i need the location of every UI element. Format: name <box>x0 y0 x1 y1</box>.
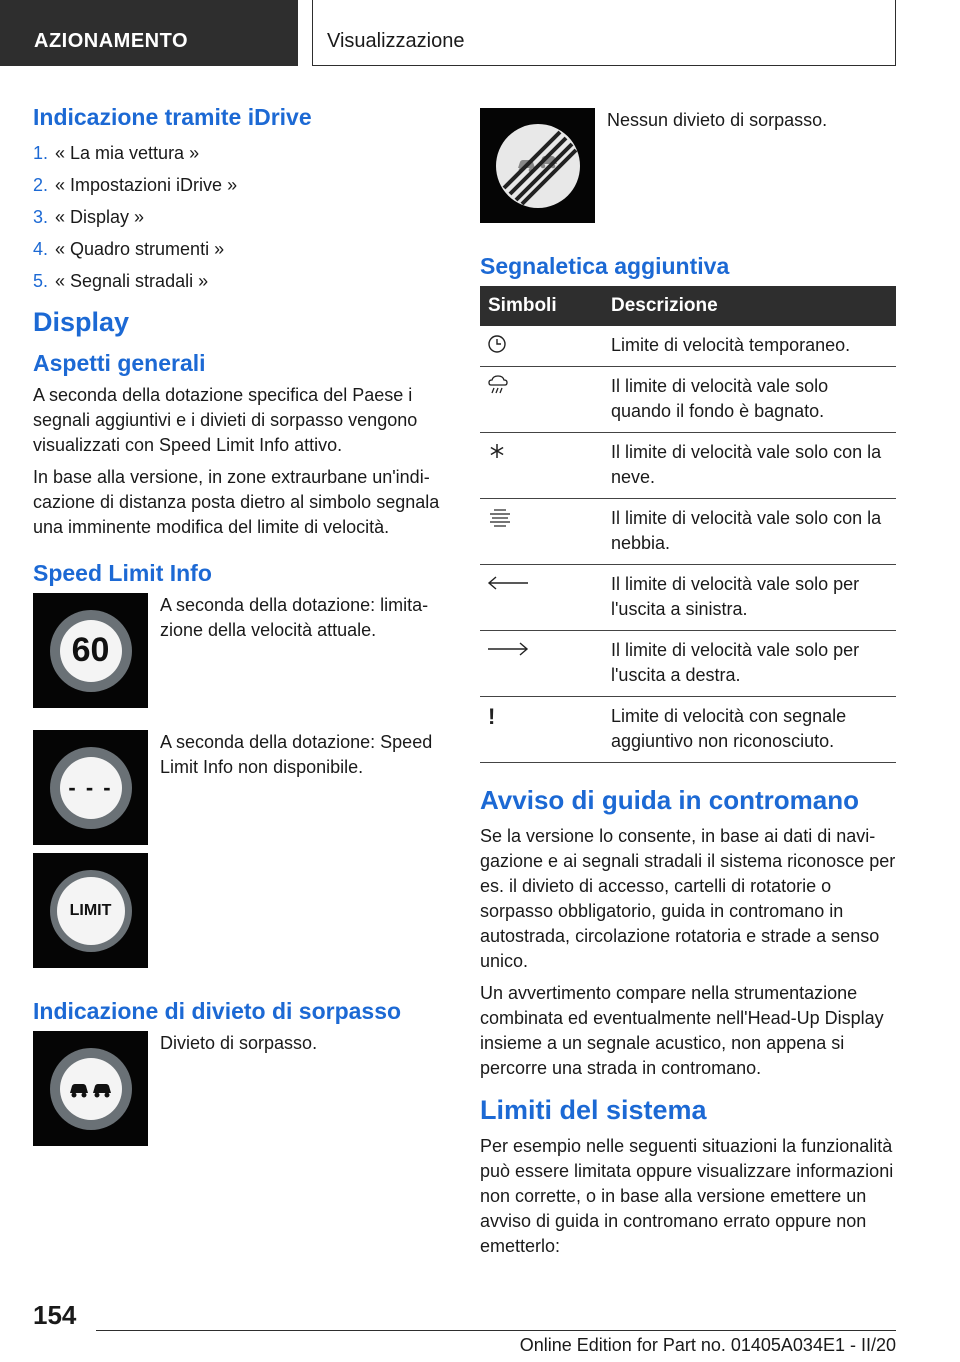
footer-divider <box>96 1330 896 1331</box>
speed-limit-sign-image <box>33 593 148 708</box>
speed-limit-info-heading: Speed Limit Info <box>33 560 212 586</box>
step-number: 1. <box>33 143 49 163</box>
sli-item <box>33 730 448 845</box>
idrive-steps <box>33 137 448 297</box>
symbol-cell <box>480 499 603 565</box>
speed-value: 60 <box>60 620 122 682</box>
sign-face <box>496 124 580 208</box>
sign-ring <box>50 1048 132 1130</box>
table-row <box>480 433 896 499</box>
end-no-passing-caption: Nessun divieto di sorpasso. <box>607 110 828 130</box>
step-text: « Display » <box>55 207 145 227</box>
sli-item <box>33 853 448 968</box>
arrow-left-icon <box>486 572 530 594</box>
symbol-cell <box>480 565 603 631</box>
list-item <box>33 201 448 233</box>
table-header-row <box>480 286 896 326</box>
step-text: « La mia vettura » <box>55 143 200 163</box>
list-item <box>33 169 448 201</box>
description-cell: Il limite di velocità vale solo quando il fondo è bagnato. <box>603 367 896 433</box>
table-row <box>480 499 896 565</box>
description-cell: Limite di velocità con segnale aggiuntivo non riconosciuto. <box>603 697 896 763</box>
sign-face <box>60 1058 122 1120</box>
system-limits-paragraph: Per esempio nelle seguenti situazioni la funzionalità può essere limitata oppure visualizzare informazioni non corrette, o in base alla versione emettere un avviso di guida in contromano errato oppure non emetterlo: <box>480 1136 894 1256</box>
description-cell: Il limite di velocità vale solo con la neve. <box>603 433 896 499</box>
step-number: 5. <box>33 271 49 291</box>
fog-icon <box>486 506 514 528</box>
right-column <box>480 108 896 1266</box>
additional-signs-heading: Segnaletica aggiuntiva <box>480 253 730 279</box>
list-item <box>33 265 448 297</box>
description-cell: Il limite di velocità vale solo per l'uscita a sinistra. <box>603 565 896 631</box>
no-passing-sign-image <box>33 1031 148 1146</box>
step-number: 2. <box>33 175 49 195</box>
symbols-table <box>480 286 896 763</box>
no-passing-item <box>33 1031 448 1146</box>
sli-caption <box>148 853 160 968</box>
clock-icon <box>486 333 508 355</box>
wrong-way-paragraph-2: Un avvertimento compare nella strumentazione combinata ed eventualmente nell'Head-Up Display insieme a un segnale acustico, non appena si percorre una strada in contromano. <box>480 983 884 1078</box>
page-number: 154 <box>33 1300 77 1330</box>
arrow-right-icon <box>486 638 530 660</box>
symbol-cell <box>480 326 603 367</box>
step-text: « Segnali stradali » <box>55 271 209 291</box>
limit-sign-image <box>33 853 148 968</box>
left-column <box>33 100 448 1166</box>
general-heading: Aspetti generali <box>33 350 206 376</box>
speed-limit-unavailable-image <box>33 730 148 845</box>
description-cell: Il limite di velocità vale solo per l'uscita a destra. <box>603 631 896 697</box>
system-limits-heading: Limiti del sistema <box>480 1095 707 1125</box>
exclamation-icon: ! <box>480 697 603 763</box>
description-cell: Limite di velocità temporaneo. <box>603 326 896 367</box>
sli-item <box>33 593 448 708</box>
sign-ring <box>50 747 132 829</box>
limit-text: LIMIT <box>57 877 125 945</box>
idrive-heading: Indicazione tramite iDrive <box>33 104 312 130</box>
no-passing-heading: Indicazione di divieto di sorpasso <box>33 998 402 1024</box>
wrong-way-heading: Avviso di guida in contromano <box>480 785 859 815</box>
edition-note: Online Edition for Part no. 01405A034E1 - II/20 <box>519 1335 896 1355</box>
display-heading: Display <box>33 307 130 337</box>
wrong-way-paragraph-1: Se la versione lo consente, in base ai dati di navigazione e ai segnali stradali il sistema riconosce per es. il divieto di accesso, cartelli di rotatorie o sorpasso obbligatorio, guida in contromano in autostrada, circolazione rotatoria e strade a senso unico. <box>480 826 896 971</box>
symbol-cell <box>480 367 603 433</box>
column-header-symbols: Simboli <box>480 286 603 326</box>
page-header <box>0 0 960 66</box>
table-row <box>480 367 896 433</box>
symbol-cell <box>480 631 603 697</box>
no-passing-caption: Divieto di sorpasso. <box>160 1033 318 1053</box>
list-item <box>33 233 448 265</box>
symbol-cell <box>480 433 603 499</box>
general-paragraph-1: A seconda della dotazione specifica del Paese i segnali aggiuntivi e i divieti di sorpasso vengono visualizzati con Speed Limit Info attivo. <box>33 385 418 455</box>
table-row <box>480 565 896 631</box>
step-text: « Impostazioni iDrive » <box>55 175 238 195</box>
list-item <box>33 137 448 169</box>
end-no-passing-item <box>480 108 896 223</box>
dash-value: - - - <box>60 757 122 819</box>
table-row <box>480 326 896 367</box>
end-no-passing-icon <box>496 124 580 208</box>
column-header-description: Descrizione <box>603 286 896 326</box>
end-no-passing-sign-image <box>480 108 595 223</box>
table-row <box>480 631 896 697</box>
step-number: 3. <box>33 207 49 227</box>
sli-caption: A seconda della dotazione: limitazione della velocità attuale. <box>160 595 429 640</box>
description-cell: Il limite di velocità vale solo con la nebbia. <box>603 499 896 565</box>
snowflake-icon <box>486 440 508 462</box>
two-cars-icon <box>68 1079 114 1099</box>
step-number: 4. <box>33 239 49 259</box>
sli-caption: A seconda della dotazione: Speed Limit Info non disponibile. <box>160 732 433 777</box>
chapter-title: Visualizzazione <box>312 0 896 66</box>
general-paragraph-2: In base alla versione, in zone extraurbane un'indicazione di distanza posta dietro al simbolo segnala una imminente modifica del limite di velocità. <box>33 467 440 537</box>
section-tab: AZIONAMENTO <box>0 0 298 66</box>
rain-icon <box>486 374 510 396</box>
step-text: « Quadro strumenti » <box>55 239 225 259</box>
sign-ring <box>50 610 132 692</box>
sign-ring <box>50 870 132 952</box>
table-row <box>480 697 896 763</box>
